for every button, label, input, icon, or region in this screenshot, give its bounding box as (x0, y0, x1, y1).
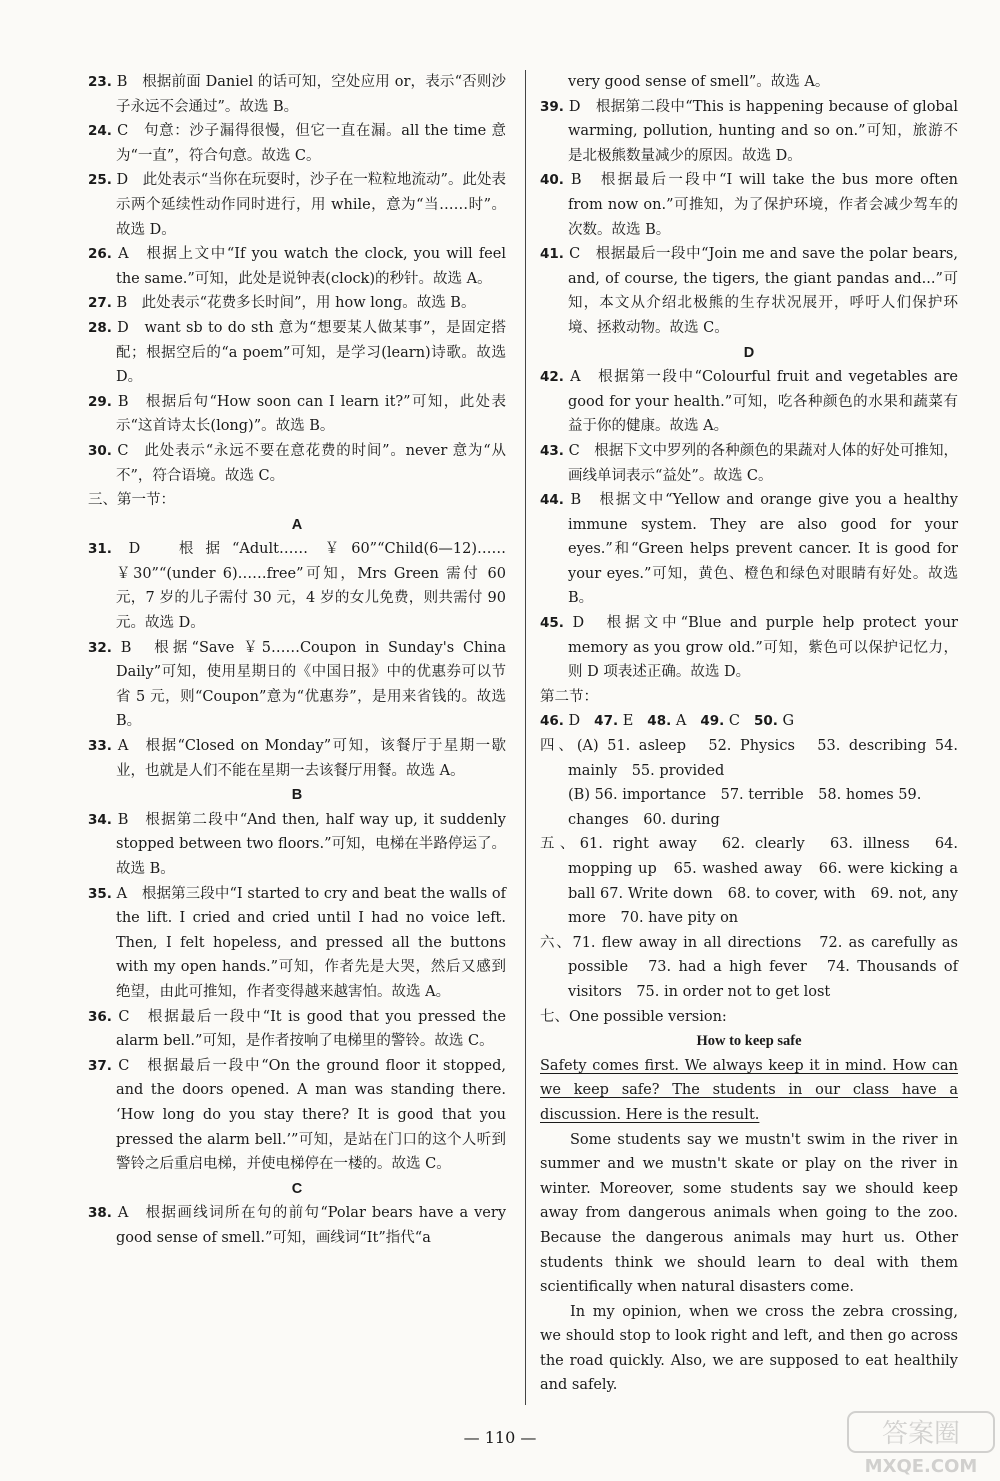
answer-item-38: 38. A 根据画线词所在句的前句“Polar bears have a very good sense of smell.”可知，画线词“It”指代“a (88, 1205, 507, 1246)
item-number: 26. (88, 246, 112, 263)
item-text: C 根据下文中罗列的各种颜色的果蔬对人体的好处可推知，画线单词表示“益处”。故选 C。 (563, 442, 958, 484)
essay-title: How to keep safe (696, 1033, 802, 1050)
item-number: 40. (540, 172, 564, 189)
item-number: 43. (540, 442, 564, 459)
section-4-b: (B) 56. importance 57. terrible 58. homes 59. changes 60. during (568, 787, 922, 828)
item-text: A 根据“Closed on Monday”可知，该餐厅于星期一歇业，也就是人们不能在星期一去该餐厅用餐。故选 A。 (111, 738, 506, 779)
watermark-logo (846, 1410, 996, 1478)
item-text: C 句意：沙子漏得很慢，但它一直在漏。all the time 意为“一直”，符合句意。故选 C。 (111, 123, 506, 164)
item-number: 35. (88, 885, 112, 902)
essay-paragraph: Safety comes first. We always keep it in mind. How can we keep safe? The students in our class have a discussion. Here is the result. (540, 1057, 958, 1123)
answer-item-28 (88, 316, 506, 390)
item-text: B 根据前面 Daniel 的话可知，空处应用 or，表示“否则沙子永远不会通过”。故选 B。 (111, 74, 506, 115)
item-text: C 根据最后一段中“Join me and save the polar bears, and, of course, the tigers, the giant pandas and...”可知，本文从介绍北极熊的生存状况展开，呼吁人们保护环境、拯救动物。故选 C。 (563, 246, 958, 336)
item-text: A 根据上文中“If you watch the clock, you will feel the same.”可知，此处是说钟表(clock)的秒针。故选 A。 (111, 246, 506, 287)
answer-item-35 (88, 882, 506, 1005)
answer-46: 46. D (540, 713, 581, 730)
answer-item-45 (540, 611, 958, 685)
item-text: C 此处表示“永远不要在意花费的时间”。never 意为“从不”，符合语境。故选 C。 (111, 442, 506, 484)
item-text: D want sb to do sth 意为“想要某人做某事”，是固定搭配；根据空后的“a poem”可知，是学习(learn)诗歌。故选 D。 (111, 319, 506, 386)
answer-49: 49. C (700, 713, 740, 730)
answer-item-24 (88, 119, 506, 168)
section-3-part-2-heading: 第二节： (540, 688, 598, 705)
item-number: 27. (88, 295, 112, 312)
item-number: 41. (540, 246, 564, 263)
answer-item-37 (88, 1054, 506, 1177)
item-number: 30. (88, 442, 112, 459)
item-number: 37. (88, 1057, 112, 1074)
item-text: B 此处表示“花费多长时间”，用 how long。故选 B。 (111, 295, 476, 312)
answer-item-25 (88, 168, 506, 242)
passage-c-label: C (291, 1180, 303, 1197)
answer-47: 47. E (594, 713, 634, 730)
answers-46-50 (540, 709, 958, 734)
item-number: 39. (540, 98, 564, 115)
section-4-a: 四、(A) 51. asleep 52. Physics 53. describing 54. mainly 55. provided (540, 738, 958, 779)
answer-item-33 (88, 734, 506, 783)
answer-item-36 (88, 1005, 506, 1054)
answer-item-32 (88, 636, 506, 734)
answer-item-44 (540, 488, 958, 611)
item-number: 28. (88, 319, 112, 336)
passage-a-label: A (291, 516, 303, 533)
item-number: 44. (540, 492, 564, 509)
answer-item-39 (540, 95, 958, 169)
answer-item-23 (88, 70, 506, 119)
item-number: 31. (88, 541, 112, 558)
answer-item-41 (540, 242, 958, 340)
essay-body (540, 1054, 958, 1398)
answer-item-30 (88, 439, 506, 488)
item-number: 24. (88, 123, 112, 140)
answer-item-29 (88, 390, 506, 439)
item-text: A 根据第一段中“Colourful fruit and vegetables are good for your health.”可知，吃各种颜色的水果和蔬菜有益于你的健康。故选 A。 (563, 369, 958, 435)
svg-text:MXQE.COM: MXQE.COM (864, 1456, 978, 1477)
answer-item-26 (88, 242, 506, 291)
answer-item-27 (88, 291, 506, 316)
item-number: 34. (88, 811, 112, 828)
item-text: B 根据第二段中“And then, half way up, it suddenly stopped between two floors.”可知，电梯在半路停运了。故选 B。 (111, 811, 506, 877)
item-text: A 根据第三段中“I started to cry and beat the walls of the lift. I cried and cried until I had no voice left. Then, I felt hopeless, and pressed all the buttons with my open hands.”可知，作者先是大哭，然后又感到绝望，由此可推知，作者变得越来越害怕。故选 A。 (111, 885, 506, 1000)
item-text: D 此处表示“当你在玩耍时，沙子在一粒粒地流动”。此处表示两个延续性动作同时进行，用 while，意为“当……时”。故选 D。 (111, 172, 506, 238)
item-number: 36. (88, 1008, 112, 1025)
section-5: 五、61. right away 62. clearly 63. illness 64. mopping up 65. washed away 66. were kicking a ball 67. Write down 68. to cover, with 69. not, any more 70. have pity on (540, 836, 958, 927)
item-text: C 根据最后一段中“It is good that you pressed the alarm bell.”可知，是作者按响了电梯里的警铃。故选 C。 (111, 1008, 506, 1050)
item-text: D 根据“Adult…… ￥60”“Child(6—12)……￥30”“(under 6)……free”可知，Mrs Green 需付 60 元，7 岁的儿子需付 30 元，4 岁的女儿免费，则共需付 90 元。故选 D。 (111, 541, 506, 632)
column-divider (525, 70, 526, 1405)
answer-item-31 (88, 537, 506, 635)
answer-item-42 (540, 365, 958, 439)
left-column (88, 70, 506, 1251)
item-text: B 根据文中“Yellow and orange give you a healthy immune system. They are also good for your eyes.”和“Green helps prevent cancer. It is good for your eyes.”可知，黄色、橙色和绿色对眼睛有好处。故选 B。 (563, 492, 958, 607)
answer-item-43 (540, 439, 958, 488)
answer-item-34 (88, 808, 506, 882)
svg-text:答案圈: 答案圈 (881, 1419, 961, 1449)
section-7-heading: 七、One possible version: (540, 1008, 727, 1025)
passage-d-label: D (743, 344, 755, 361)
page-number: — 110 — (463, 1428, 537, 1447)
item-text: C 根据最后一段中“On the ground floor it stopped, and the doors opened. A man was standing there. ‘How long do you stay there? It is good that you pressed the alarm bell.’”可知，是站在门口的这个人听到警铃之后重启电梯，并使电梯停在一楼的。故选 C。 (111, 1057, 506, 1173)
answer-item-40 (540, 168, 958, 242)
answer-50: 50. G (753, 713, 795, 730)
item-number: 32. (88, 639, 112, 656)
right-column (540, 70, 958, 1398)
item-number: 33. (88, 738, 112, 755)
answer-48: 48. A (647, 713, 687, 730)
item-number: 25. (88, 172, 112, 189)
item-number: 23. (88, 74, 112, 90)
item-text: B 根据最后一段中“I will take the bus more often from now on.”可推知，为了保护环境，作者会减少驾车的次数。故选 B。 (563, 172, 958, 238)
item-text: B 根据“Save ￥5……Coupon in Sunday's China Daily”可知，使用星期日的《中国日报》中的优惠券可以节省 5 元，则“Coupon”意为“优惠券”，是用来省钱的。故选 B。 (111, 639, 506, 730)
item-text: D 根据文中“Blue and purple help protect your memory as you grow old.”可知，紫色可以保护记忆力，则 D 项表述正确。故选 D。 (563, 615, 958, 681)
item-text: B 根据后句“How soon can I learn it?”可知，此处表示“这首诗太长(long)”。故选 B。 (111, 393, 506, 435)
answer-38-continued: very good sense of smell”。故选 A。 (568, 74, 830, 90)
item-number: 45. (540, 615, 564, 632)
essay-paragraph: Some students say we mustn't swim in the river in summer and we mustn't skate or play on the river in winter. Moreover, some students say we should keep away from dangerous animals when going to the zoo. Because the dangerous animals may hurt us. Other students think we should learn to deal with them scientifically when natural disasters come. (540, 1131, 958, 1296)
passage-b-label: B (291, 787, 303, 804)
item-number: 42. (540, 369, 564, 386)
item-text: D 根据第二段中“This is happening because of global warming, pollution, hunting and so on.”可知，旅游不是北极熊数量减少的原因。故选 D。 (563, 98, 958, 164)
item-number: 29. (88, 393, 112, 410)
section-3-heading: 三、第一节： (88, 492, 175, 509)
essay-paragraph: In my opinion, when we cross the zebra crossing, we should stop to look right and left, and then go across the road quickly. Also, we are supposed to eat healthily and safely. (540, 1303, 958, 1394)
section-6: 六、71. flew away in all directions 72. as carefully as possible 73. had a high fever 74. Thousands of visitors 75. in order not to get lost (540, 934, 958, 1000)
